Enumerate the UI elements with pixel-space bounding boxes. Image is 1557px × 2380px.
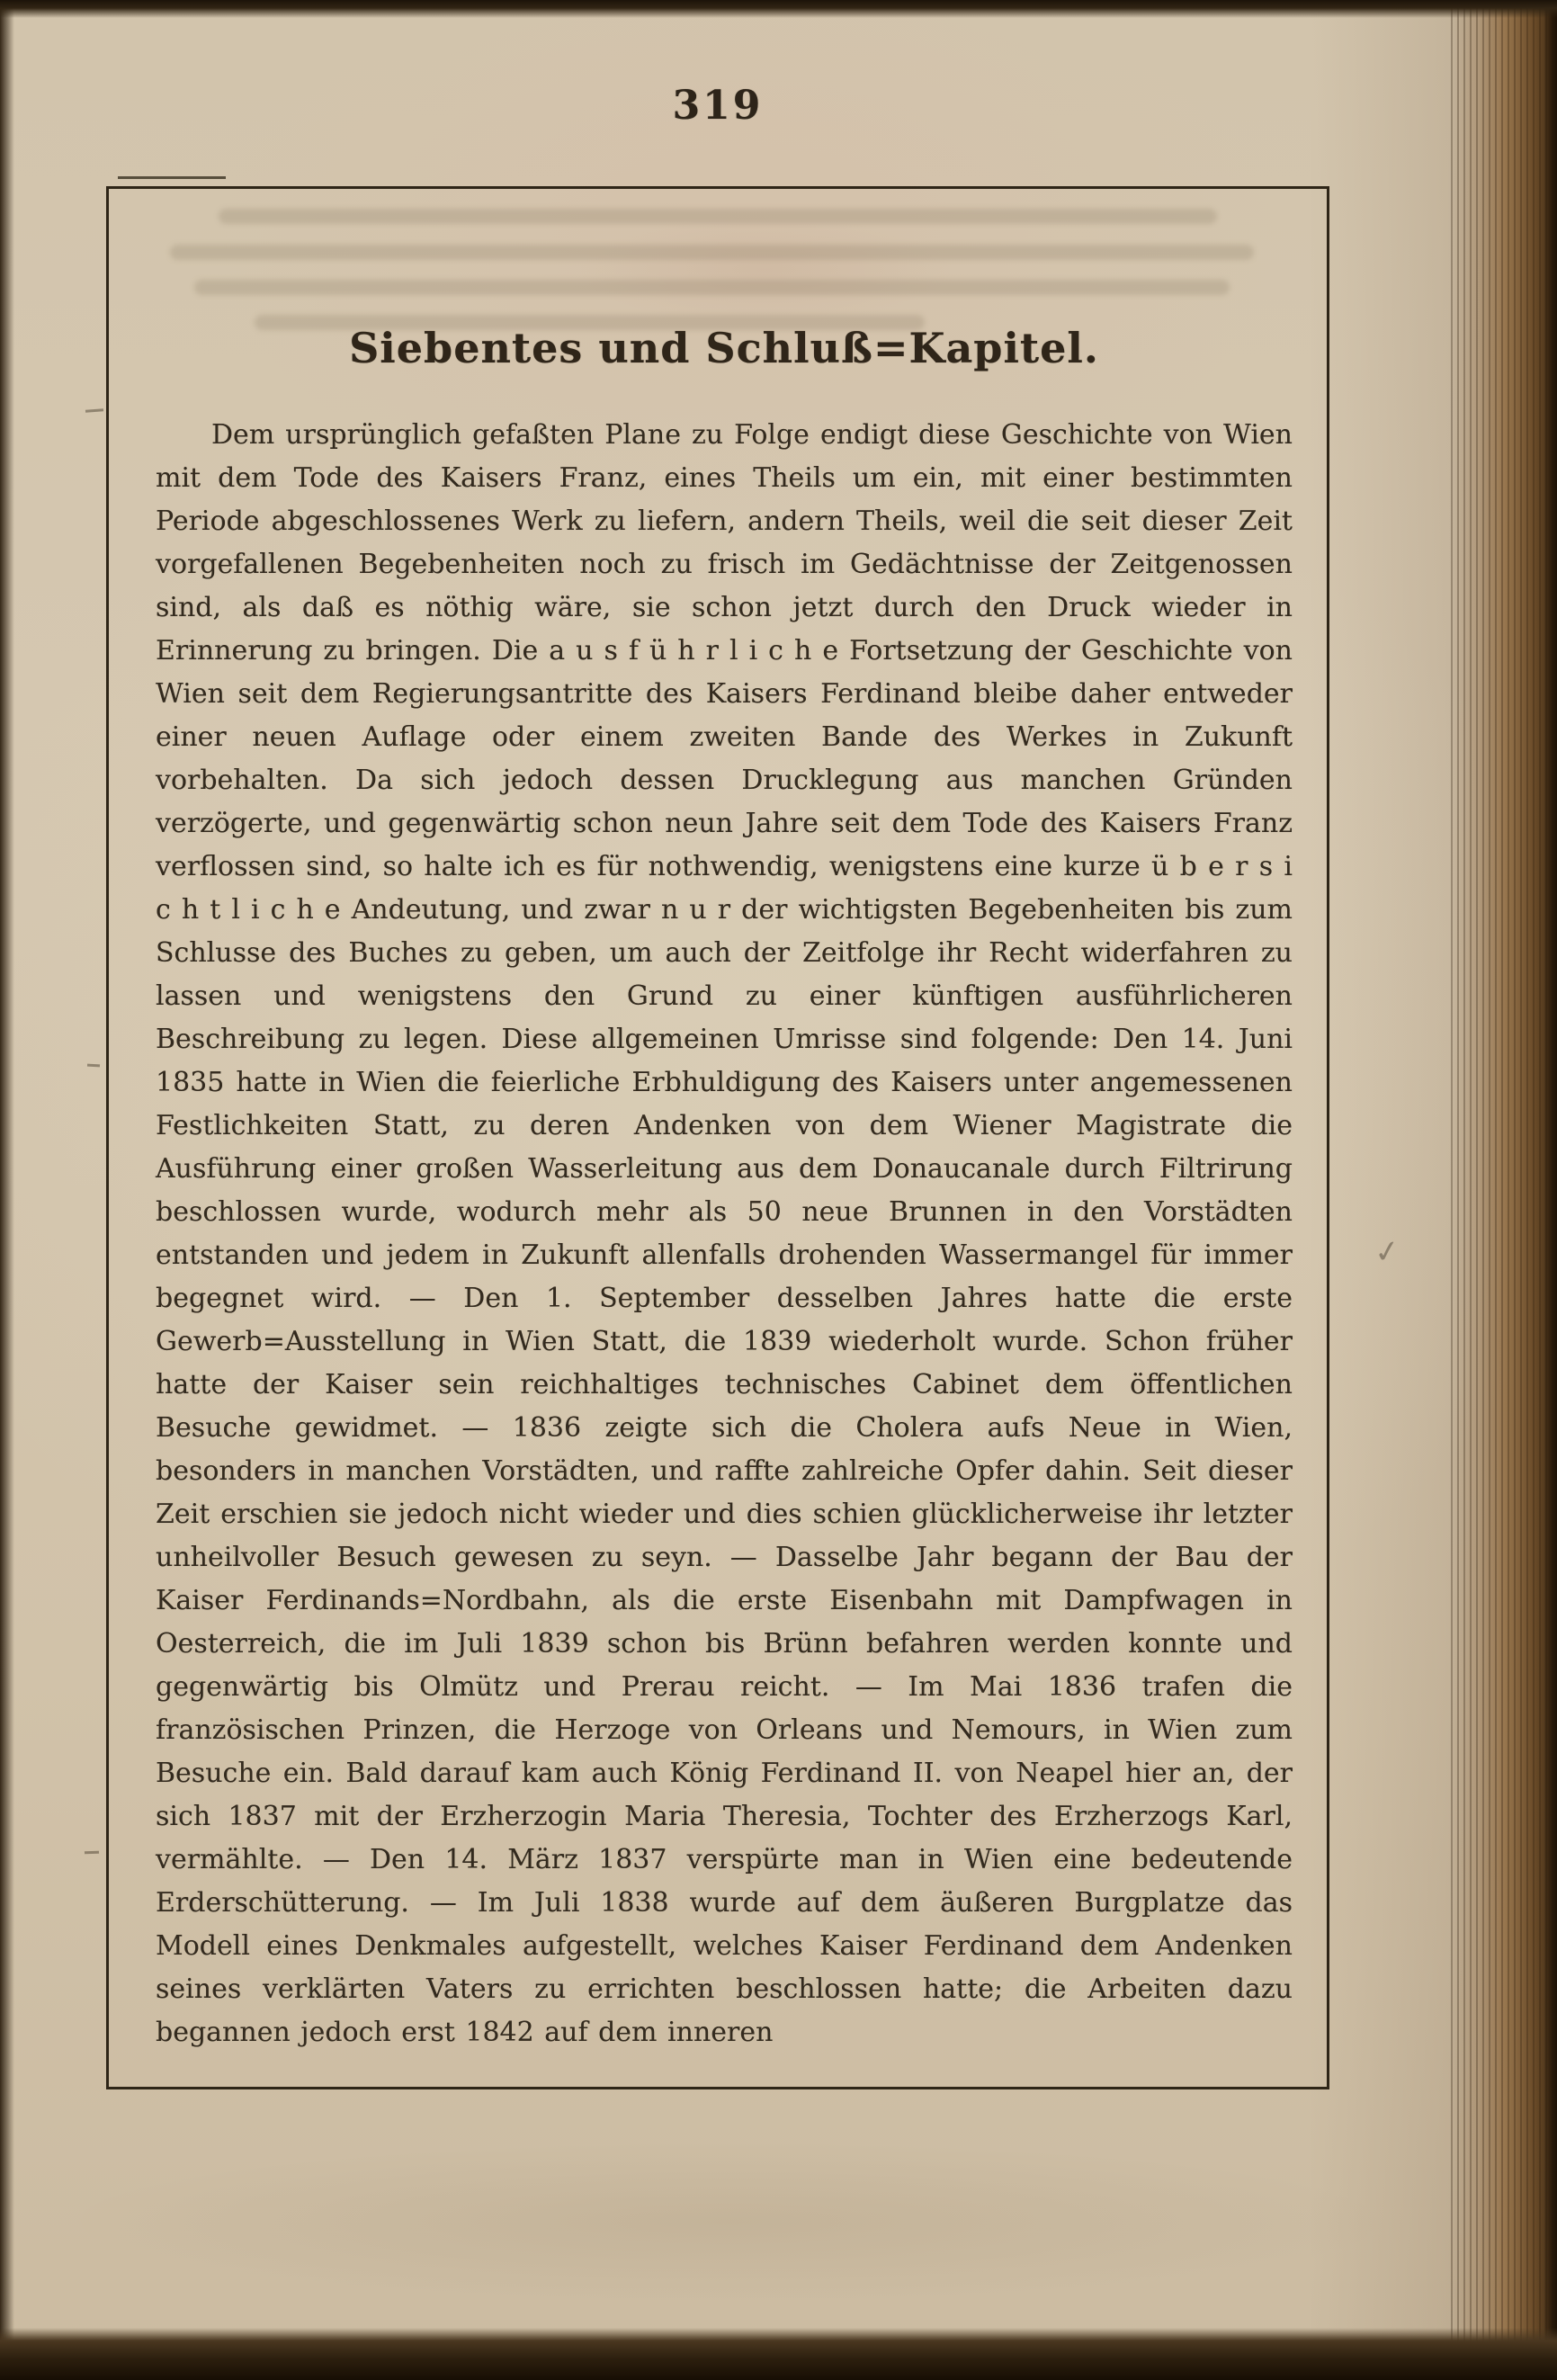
paper-stain — [54, 2141, 1403, 2303]
show-through-line — [194, 280, 1230, 295]
text-frame — [106, 186, 1329, 2089]
book-edge-top — [0, 0, 1557, 18]
show-through-line — [170, 245, 1254, 260]
show-through-line — [255, 315, 925, 330]
page-fore-edge — [1451, 0, 1557, 2380]
margin-tick — [85, 1851, 99, 1855]
pen-check-mark-icon: ✓ — [1372, 1232, 1403, 1272]
page-number: 319 — [672, 83, 764, 129]
show-through-line — [219, 209, 1217, 224]
frame-notch-line — [118, 176, 226, 179]
margin-tick — [87, 1064, 100, 1068]
margin-tick — [85, 408, 103, 412]
chapter-title: Siebentes und Schluß=Kapitel. — [349, 324, 1099, 372]
body-paragraph: Dem ursprünglich gefaßten Plane zu Folge endigt diese Geschichte von Wien mit dem Tode des Kaisers Franz, eines Theils um ein, mit einer bestimmten Periode abgeschlossenes Werk zu liefern, andern Theils, weil die seit dieser Zeit vorgefallenen Begebenheiten noch zu frisch im Gedächtnisse der Zeitgenossen sind, als daß es nöthig wäre, sie schon jetzt durch den Druck wieder in Erinnerung zu bringen. Die a u s f ü h r l i c h e Fortsetzung der Geschichte von Wien seit dem Regierungsantritte des Kaisers Ferdinand bleibe daher entweder einer neuen Auflage oder einem zweiten Bande des Werkes in Zukunft vorbehalten. Da sich jedoch dessen Drucklegung aus manchen Gründen verzögerte, und gegenwärtig schon neun Jahre seit dem Tode des Kaisers Franz verflossen sind, so halte ich es für nothwendig, wenigstens eine kurze ü b e r s i c h t l i c h e Andeutung, und zwar n u r der wichtigsten Begebenheiten bis zum Schlusse des Buches zu geben, um auch der Zeitfolge ihr Recht widerfahren zu lassen und wenigstens den Grund zu einer künftigen ausführlicheren Beschreibung zu legen. Diese allgemeinen Umrisse sind folgende: Den 14. Juni 1835 hatte in Wien die feierliche Erbhuldigung des Kaisers unter angemessenen Festlichkeiten Statt, zu deren Andenken von dem Wiener Magistrate die Ausführung einer großen Wasserleitung aus dem Donaucanale durch Filtrirung beschlossen wurde, wodurch mehr als 50 neue Brunnen in den Vorstädten entstanden und jedem in Zukunft allenfalls drohenden Wassermangel für immer begegnet wird. — Den 1. September desselben Jahres hatte die erste Gewerb=Ausstellung in Wien Statt, die 1839 wiederholt wurde. Schon früher hatte der Kaiser sein reichhaltiges technisches Cabinet dem öffentlichen Besuche gewidmet. — 1836 zeigte sich die Cholera aufs Neue in Wien, besonders in manchen Vorstädten, und raffte zahlreiche Opfer dahin. Seit dieser Zeit erschien sie jedoch nicht wieder und dies schien glücklicherweise ihr letzter unheilvoller Besuch gewesen zu seyn. — Dasselbe Jahr begann der Bau der Kaiser Ferdinands=Nordbahn, als die erste Eisenbahn mit Dampfwagen in Oesterreich, die im Juli 1839 schon bis Brünn befahren werden konnte und gegenwärtig bis Olmütz und Prerau reicht. — Im Mai 1836 trafen die französischen Prinzen, die Herzoge von Orleans und Nemours, in Wien zum Besuche ein. Bald darauf kam auch König Ferdinand II. von Neapel hier an, der sich 1837 mit der Erzherzogin Maria Theresia, Tochter des Erzherzogs Karl, vermählte. — Den 14. März 1837 verspürte man in Wien eine bedeutende Erderschütterung. — Im Juli 1838 wurde auf dem äußeren Burgplatze das Modell eines Denkmales aufgestellt, welches Kaiser Ferdinand dem Andenken seines verklärten Vaters zu errichten beschlossen hatte; die Arbeiten dazu begannen jedoch erst 1842 auf dem inneren — [156, 419, 1293, 2048]
book-edge-left — [0, 0, 14, 2380]
book-edge-bottom — [0, 2328, 1557, 2380]
fore-edge-shadow — [1544, 0, 1557, 2380]
